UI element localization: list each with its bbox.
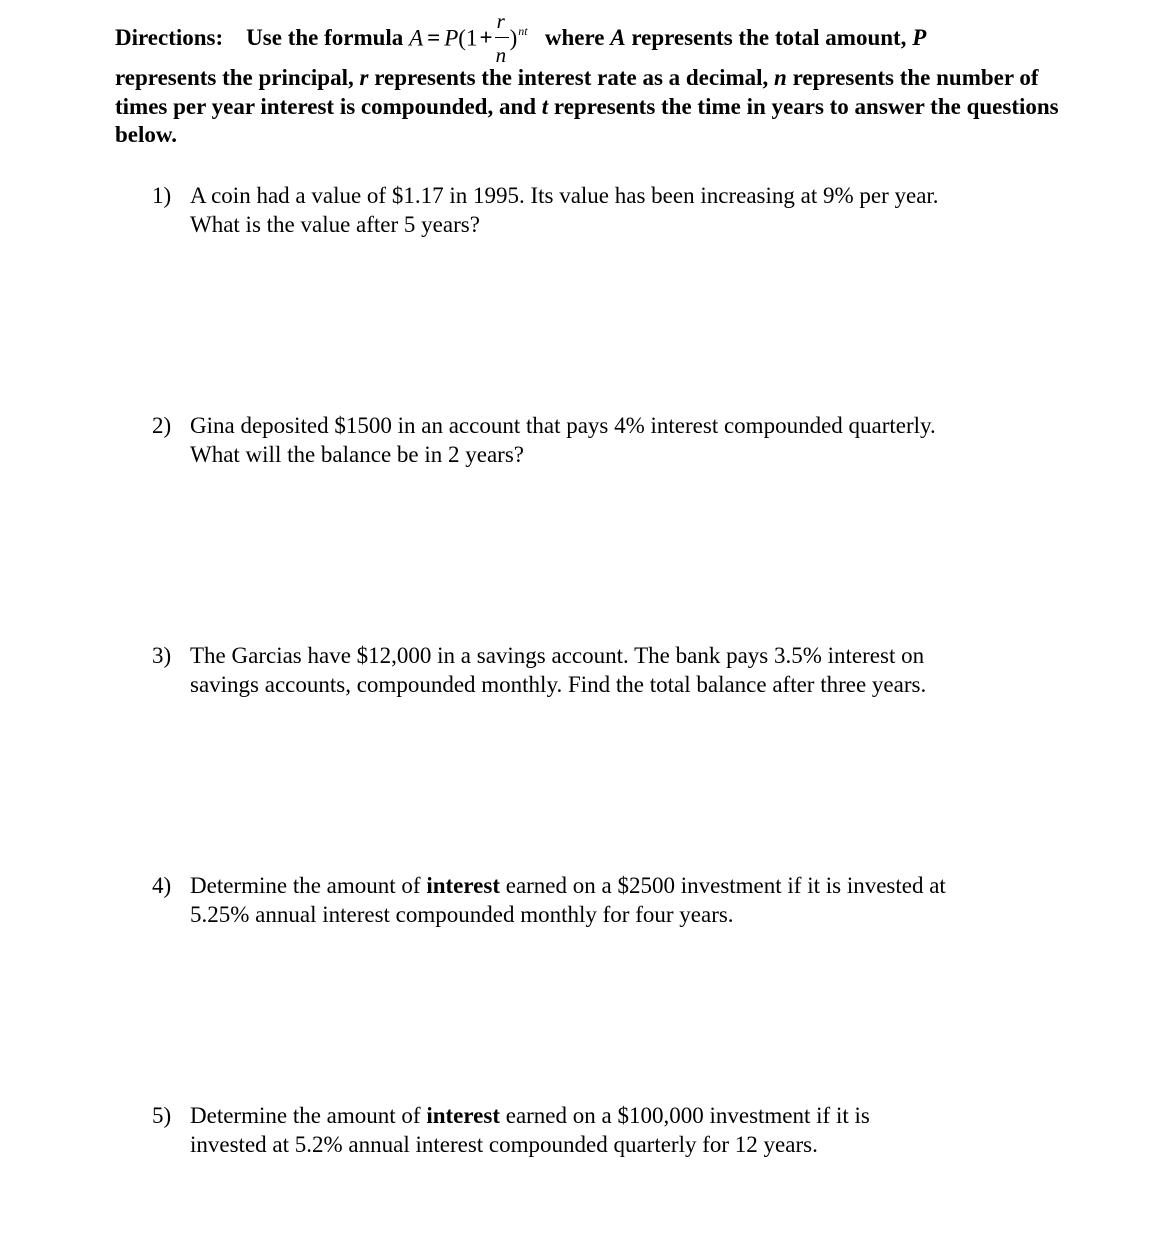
- directions-label: Directions:: [115, 25, 224, 51]
- question-line: What will the balance be in 2 years?: [190, 442, 524, 467]
- question-line: [190, 871, 1032, 900]
- question-line: What is the value after 5 years?: [190, 212, 480, 237]
- question-text: Determine the amount of: [190, 873, 427, 898]
- question-number: 1): [152, 183, 172, 208]
- emphasis-interest: interest: [426, 873, 500, 898]
- directions-block: [115, 9, 1075, 150]
- formula-plus: +: [479, 25, 493, 51]
- line1-A: A: [610, 25, 626, 51]
- fraction-bar: [495, 37, 509, 38]
- emphasis-interest: interest: [426, 1103, 500, 1128]
- question-line: 5.25% annual interest compounded monthly for four years.: [190, 902, 734, 927]
- formula-n: n: [495, 43, 507, 67]
- formula-close: ): [509, 25, 518, 51]
- directions-rest-6: represents the time in years to answer the questions below.: [115, 93, 1059, 147]
- question-4: [152, 871, 1032, 929]
- directions-first-line: [115, 9, 1075, 67]
- directions-var-r: r: [359, 65, 369, 90]
- question-line: invested at 5.2% annual interest compounded quarterly for 12 years.: [190, 1132, 818, 1157]
- question-text: earned on a $100,000 investment if it is: [499, 1103, 870, 1128]
- question-3: [152, 641, 1032, 699]
- formula-open: (1: [458, 25, 478, 51]
- question-5: [152, 1101, 1032, 1159]
- line1-where: where: [544, 25, 605, 51]
- directions-var-t: t: [541, 93, 549, 119]
- directions-intro: Use the formula: [246, 25, 404, 51]
- directions-rest-0: represents the principal,: [115, 65, 360, 90]
- formula-P: P: [444, 25, 459, 51]
- directions-rest: [115, 64, 1075, 150]
- question-line: A coin had a value of $1.17 in 1995. Its value has been increasing at 9% per year.: [190, 183, 939, 208]
- line1-rest: represents the total amount,: [631, 25, 907, 51]
- question-text: earned on a $2500 investment if it is invested at: [499, 873, 946, 898]
- formula-A: A: [409, 25, 424, 51]
- directions-var-n: n: [774, 65, 787, 90]
- compound-interest-formula: [409, 9, 528, 67]
- question-number: 4): [152, 873, 172, 898]
- question-1: [152, 181, 1032, 239]
- question-number: 2): [152, 413, 172, 438]
- question-number: 3): [152, 643, 172, 668]
- formula-fraction: [495, 9, 509, 67]
- formula-equals: =: [427, 25, 441, 51]
- question-text: Determine the amount of: [190, 1103, 427, 1128]
- formula-exponent: nt: [518, 24, 528, 39]
- line1-P: P: [912, 25, 927, 51]
- directions-rest-2: represents the interest rate as a decimal,: [368, 65, 775, 90]
- question-number: 5): [152, 1103, 172, 1128]
- directions-rest-4: represents the number of times per year interest is compounded, and: [115, 65, 1039, 119]
- question-line: Gina deposited $1500 in an account that pays 4% interest compounded quarterly.: [190, 413, 936, 438]
- question-line: savings accounts, compounded monthly. Find the total balance after three years.: [190, 672, 927, 697]
- question-2: [152, 411, 1032, 469]
- formula-r: r: [496, 9, 505, 33]
- question-line: The Garcias have $12,000 in a savings account. The bank pays 3.5% interest on: [190, 643, 925, 668]
- question-line: [190, 1101, 1032, 1130]
